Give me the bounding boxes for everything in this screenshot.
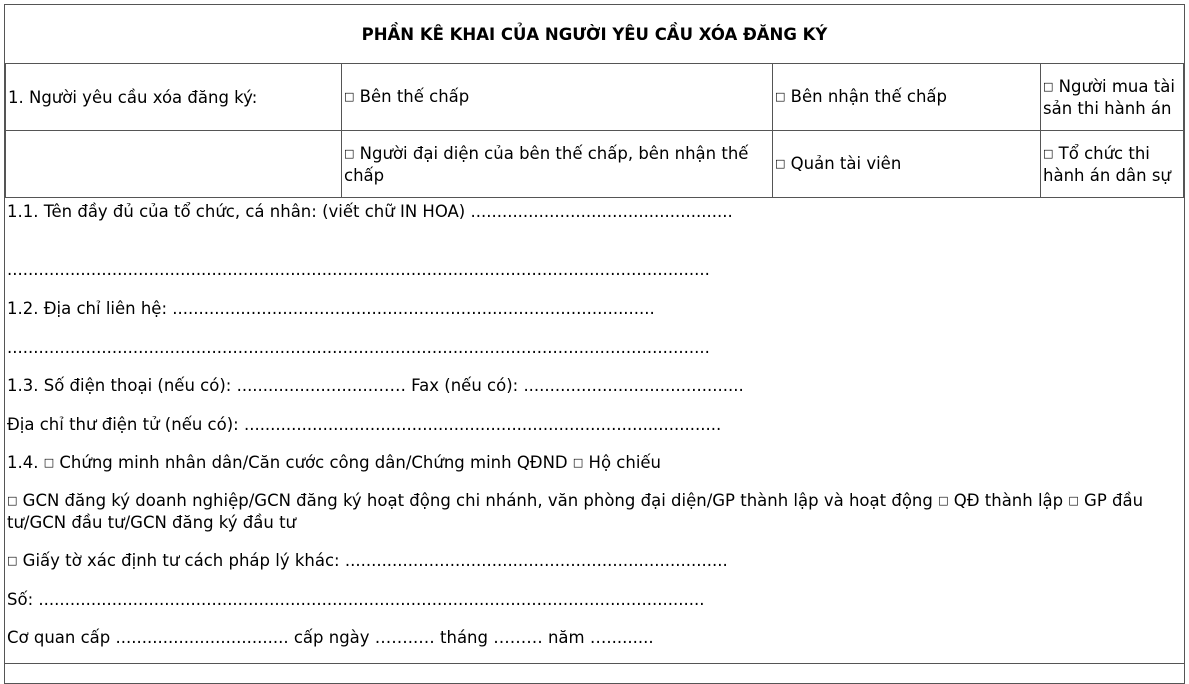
checkbox-icon[interactable]: □ <box>938 494 949 507</box>
checkbox-icon[interactable]: □ <box>344 146 355 160</box>
option-asset-buyer[interactable]: □ Người mua tài sản thi hành án <box>1040 63 1184 131</box>
requester-label: 1. Người yêu cầu xóa đăng ký: <box>8 87 258 107</box>
id-option-passport: Hộ chiếu <box>588 453 662 472</box>
document-number-field[interactable]: Số: ............................................................................................................................... <box>7 590 705 609</box>
address-field[interactable]: 1.2. Địa chỉ liên hệ: ............................................................................................ <box>7 299 655 318</box>
checkbox-icon[interactable]: □ <box>1043 146 1054 160</box>
empty-cell <box>5 130 342 198</box>
id-document-line: 1.4. □ Chứng minh nhân dân/Căn cước công dân/Chứng minh QĐND □ Hộ chiếu <box>7 453 662 472</box>
checkbox-icon[interactable]: □ <box>344 90 355 103</box>
address-field-continued[interactable]: ...................................................................................................................................... <box>7 338 710 357</box>
other-docs-line <box>7 550 728 572</box>
option-administrator[interactable]: □ Quản tài viên <box>772 130 1041 198</box>
issuer-date-field[interactable]: Cơ quan cấp ................................. cấp ngày ……..… tháng ……… năm …......... <box>7 628 654 647</box>
option-mortgagor[interactable]: □ Bên thế chấp <box>341 63 773 131</box>
email-field[interactable]: Địa chỉ thư điện tử (nếu có): ........................................................................................... <box>7 415 722 434</box>
gcn-option-business: GCN đăng ký doanh nghiệp/GCN đăng ký hoạt động chi nhánh, văn phòng đại diện/GP thành lập và hoạt động <box>22 491 933 510</box>
checkbox-icon[interactable]: □ <box>43 456 55 469</box>
checkbox-icon[interactable]: □ <box>1043 79 1054 93</box>
requester-label-cell <box>5 63 342 131</box>
full-name-field[interactable]: 1.1. Tên đầy đủ của tổ chức, cá nhân: (viết chữ IN HOA) .................................................. <box>7 202 733 221</box>
bottom-divider <box>4 663 1185 664</box>
option-mortgagee[interactable]: □ Bên nhận thế chấp <box>772 63 1041 131</box>
id-option-citizen-card: Chứng minh nhân dân/Căn cước công dân/Chứng minh QĐND <box>59 453 568 472</box>
checkbox-icon[interactable]: □ <box>775 157 786 170</box>
checkbox-icon[interactable]: □ <box>1068 494 1079 507</box>
gcn-option-establishment: QĐ thành lập <box>953 491 1064 510</box>
checkbox-icon[interactable]: □ <box>572 456 584 469</box>
option-enforcement-org[interactable]: □ Tổ chức thi hành án dân sự <box>1040 130 1184 198</box>
checkbox-icon[interactable]: □ <box>7 494 18 507</box>
other-docs-field[interactable]: Giấy tờ xác định tư cách pháp lý khác: ......................................................................... <box>22 551 728 570</box>
gcn-document-line <box>7 490 1187 533</box>
gcn-option-investment: GP đầu tư/GCN đầu tư/GCN đăng ký đầu tư <box>7 491 1144 532</box>
form-title: PHẦN KÊ KHAI CỦA NGƯỜI YÊU CẦU XÓA ĐĂNG KÝ <box>361 24 828 44</box>
option-representative[interactable]: □ Người đại diện của bên thế chấp, bên nhận thế chấp <box>341 130 773 198</box>
full-name-field-continued[interactable]: ...................................................................................................................................... <box>7 260 710 279</box>
phone-fax-field[interactable]: 1.3. Số điện thoại (nếu có): ..........................…… Fax (nếu có): .......................................... <box>7 376 744 395</box>
checkbox-icon[interactable]: □ <box>775 90 786 103</box>
checkbox-icon[interactable]: □ <box>7 554 18 567</box>
